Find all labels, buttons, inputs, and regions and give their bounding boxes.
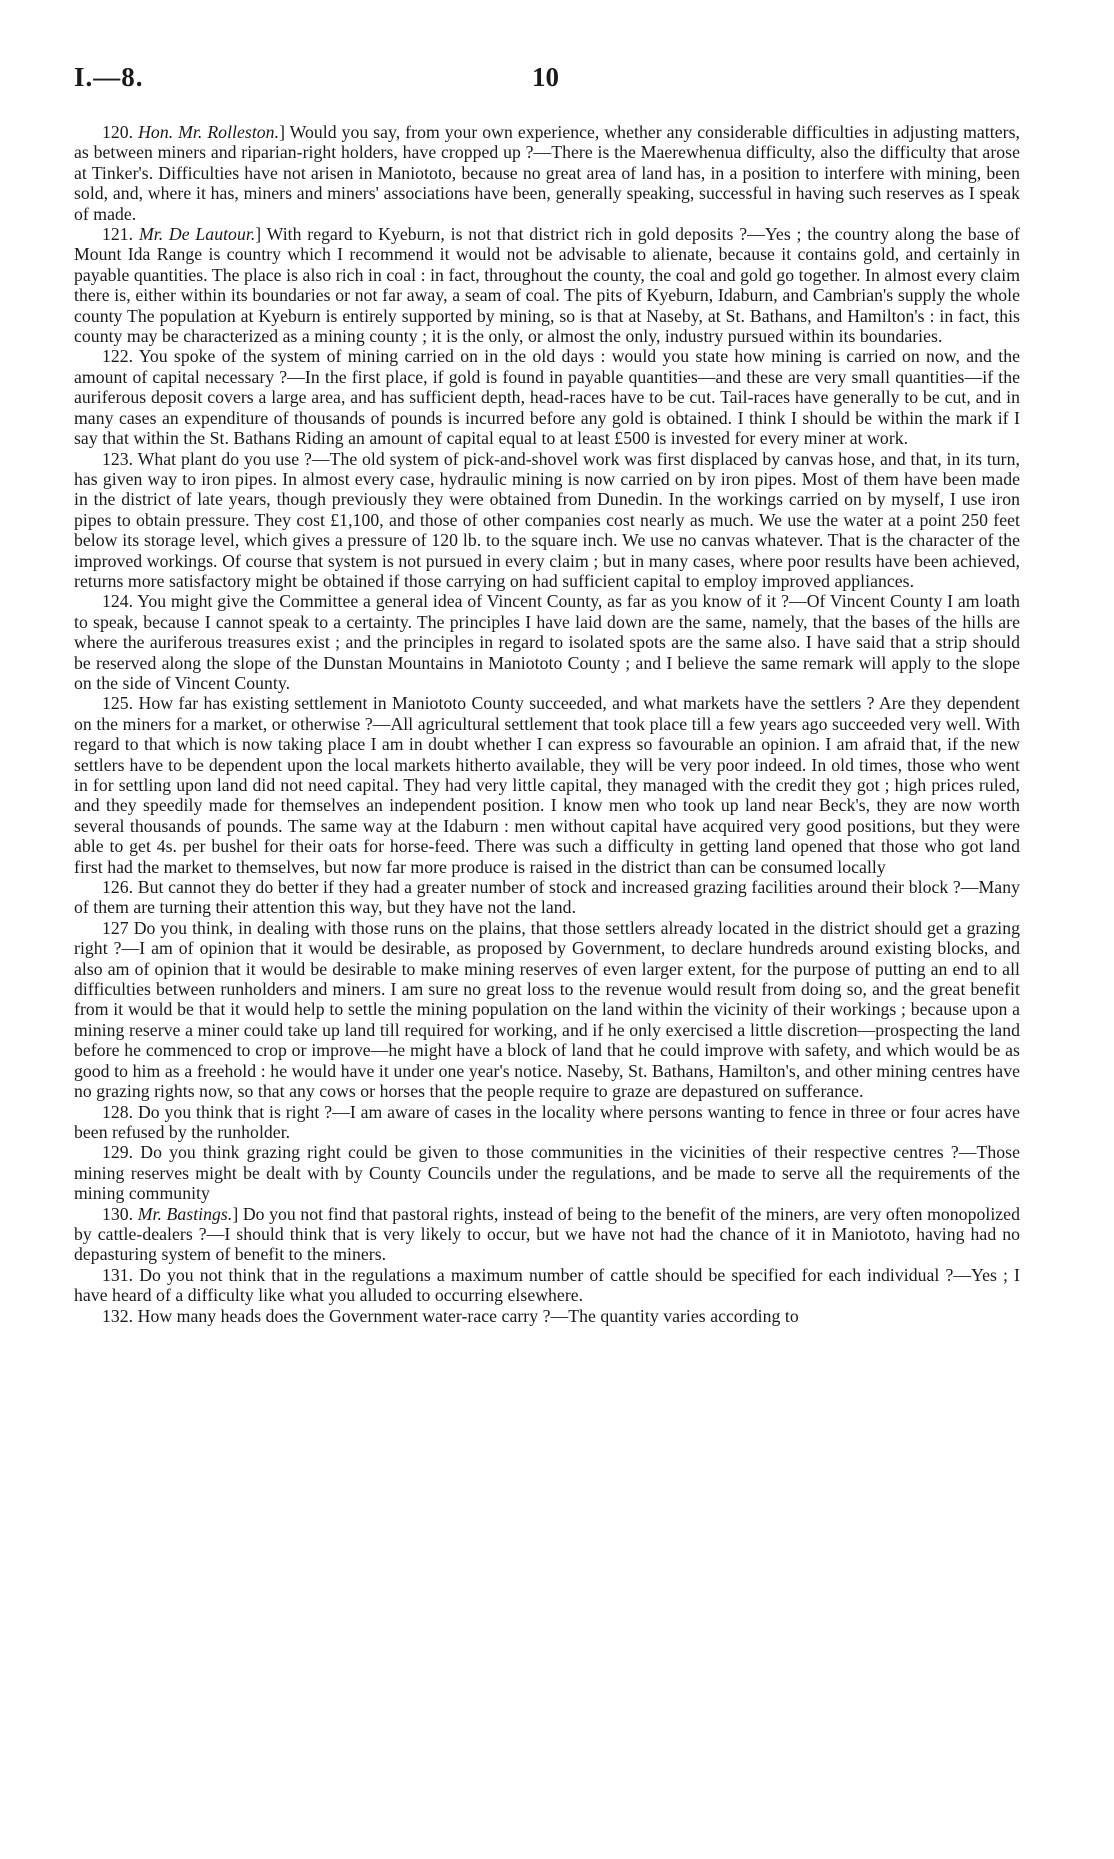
paragraph-text: Do you think that is right ?—I am aware of cases in the locality where persons wanting to fence in three or four acres have been refused by the runholder. [74,1101,1020,1142]
paragraph-text: Do you think grazing right could be given to those communities in the vicinities of their respective centres ?—Those mining reserves might be dealt with by County Councils under the regulations, and be made to serve all the requirements of the mining community [74,1142,1020,1204]
document-page [74,54,1020,1326]
question-number: 125. [102,693,134,714]
question-paragraph [74,1142,1020,1203]
question-paragraph [74,693,1020,877]
paragraph-text: You might give the Committee a general idea of Vincent County, as far as you know of it ?—Of Vincent County I am loath to speak, because I cannot speak to a certainty. The principles I have laid down are the same, namely, that the bases of the hills are where the auriferous treasures exist ; and the principles in regard to isolated spots are the same also. I have said that a strip should be reserved along the slope of the Dunstan Mountains in Maniototo County ; and I believe the same remark will apply to the slope on the side of Vincent County. [74,591,1020,693]
paragraph-text: What plant do you use ?—The old system of pick-and-shovel work was first displaced by canvas hose, and that, in its turn, has given way to iron pipes. In almost every case, hydraulic mining is now carried on by iron pipes. Most of them have been made in the district of late years, though previously they were obtained from Dunedin. In the workings carried on by myself, I use iron pipes to obtain pressure. They cost £1,100, and those of other companies cost nearly as much. We use the water at a point 250 feet below its storage level, which gives a pressure of 120 lb. to the square inch. We use no canvas whatever. That is the character of the improved workings. Of course that system is not pursued in every claim ; but in many cases, where poor results have been achieved, returns more satisfactory might be obtained if those carrying on had sufficient capital to employ improved appliances. [74,448,1020,591]
paragraph-text: ] Do you not find that pastoral rights, instead of being to the benefit of the miners, are very often monopolized by cattle-dealers ?—I should think that is very likely to occur, but we have not had the chance of it in Maniototo, having had no depasturing system of benefit to the miners. [74,1203,1020,1265]
speaker-name: Hon. Mr. Rolleston. [138,122,280,142]
question-paragraph [74,591,1020,693]
question-number: 121. [102,224,134,245]
paragraph-text: You spoke of the system of mining carried on in the old days : would you state how mining is carried on now, and the amount of capital necessary ?—In the first place, if gold is found in payable quantities—and these are very small quantities—if the auriferous deposit covers a large area, and has sufficient depth, head-races have to be cut. Tail-races have generally to be cut, and in many cases an expenditure of thousands of pounds is incurred before any gold is obtained. I think I should be within the mark if I say that within the St. Bathans Riding an amount of capital equal to at least £500 is invested for every miner at work. [74,346,1020,449]
question-paragraph [74,224,1020,346]
document-reference: I.—8. [74,62,144,92]
paragraph-text: How many heads does the Government water-race carry ?—The quantity varies according to [137,1305,799,1326]
speaker-name: Mr. De Lautour. [138,224,256,245]
question-number: 123. [102,448,134,469]
question-paragraph [74,1265,1020,1306]
question-paragraph [74,918,1020,1102]
question-paragraph [74,449,1020,592]
question-number: 122. [102,346,134,367]
question-number: 130. [102,1203,134,1224]
question-number: 131. [102,1264,134,1285]
paragraph-text: Do you think, in dealing with those runs on the plains, that those settlers already located in the district should get a grazing right ?—I am of opinion that it would be desirable, as proposed by Government, to declare hundreds around existing blocks, and also am of opinion that it would be desirable to make mining reserves of even larger extent, for the purpose of putting an end to all difficulties between runholders and miners. I am sure no great loss to the revenue would result from doing so, and the great benefit from it would be that it would help to settle the mining population on the land within the vicinity of their workings ; because upon a mining reserve a miner could take up land till required for working, and if he only exercised a little discretion—prospecting the land before he commenced to crop or improve—he might have a block of land that he could improve with safety, and which would be as good to him as a freehold : he would have it under one year's notice. Naseby, St. Bathans, Hamilton's, and other mining centres have no grazing rights now, so that any cows or horses that the people require to graze are depastured on sufferance. [74,917,1020,1102]
document-body [74,122,1020,1326]
question-paragraph [74,877,1020,918]
question-number: 126. [102,877,134,898]
question-paragraph [74,346,1020,448]
question-number: 120. [102,122,134,142]
paragraph-text: ] With regard to Kyeburn, is not that district rich in gold deposits ?—Yes ; the country along the base of Mount Ida Range is country which I recommend it would not be advisable to alienate, because it contains gold, and certainly in payable quantities. The place is also rich in coal : in fact, throughout the county, the coal and gold go together. In almost every claim there is, either within its boundaries or not far away, a seam of coal. The pits of Kyeburn, Idaburn, and Cambrian's supply the whole county The population at Kyeburn is entirely supported by mining, so is that at Naseby, at St. Bathans, and Hamilton's : in fact, this county may be characterized as a mining county ; it is the only, or almost the only, industry pursued within its boundaries. [74,224,1020,347]
question-paragraph [74,122,1020,224]
paragraph-text: Do you not think that in the regulations a maximum number of cattle should be specified for each individual ?—Yes ; I have heard of a difficulty like what you alluded to occurring elsewhere. [74,1264,1020,1306]
paragraph-text: But cannot they do better if they had a greater number of stock and increased grazing facilities around their block ?—Many of them are turning their attention this way, but they have not the land. [74,877,1020,918]
speaker-name: Mr. Bastings. [137,1203,233,1224]
question-paragraph [74,1306,1020,1326]
page-header [74,54,1020,96]
question-number: 127 [102,917,129,938]
question-number: 124. [102,591,134,612]
question-number: 128. [102,1101,134,1122]
question-paragraph [74,1102,1020,1143]
question-number: 132. [102,1305,134,1326]
paragraph-text: ] Would you say, from your own experience, whether any considerable difficulties in adjusting matters, as between miners and riparian-right holders, have cropped up ?—There is the Maerewhenua difficulty, also the difficulty that arose at Tinker's. Difficulties have not arisen in Maniototo, because no great area of land has, in a position to interfere with mining, been sold, and, where it has, miners and miners' associations have been, generally speaking, successful in having such reserves as I speak of made. [74,122,1020,224]
paragraph-text: How far has existing settlement in Maniototo County succeeded, and what markets have the settlers ? Are they dependent on the miners for a market, or otherwise ?—All agricultural settlement that took place till a few years ago succeeded very well. With regard to that which is now taking place I am in doubt whether I can express so favourable an opinion. I am afraid that, if the new settlers have to be dependent upon the local markets hitherto available, they will be very poor indeed. In old times, those who went in for settling upon land did not need capital. They had very little capital, they managed with the credit they got ; high prices ruled, and they speedily made for themselves an independent position. I know men who took up land near Beck's, they are now worth several thousands of pounds. The same way at the Idaburn : men without capital have acquired very good positions, but they were able to get 4s. per bushel for their oats for horse-feed. There was such a difficulty in getting land opened that those who got land first had the market to themselves, but now far more produce is raised in the district than can be consumed locally [74,693,1020,877]
question-paragraph [74,1204,1020,1265]
page-number: 10 [532,62,559,92]
question-number: 129. [102,1142,134,1163]
